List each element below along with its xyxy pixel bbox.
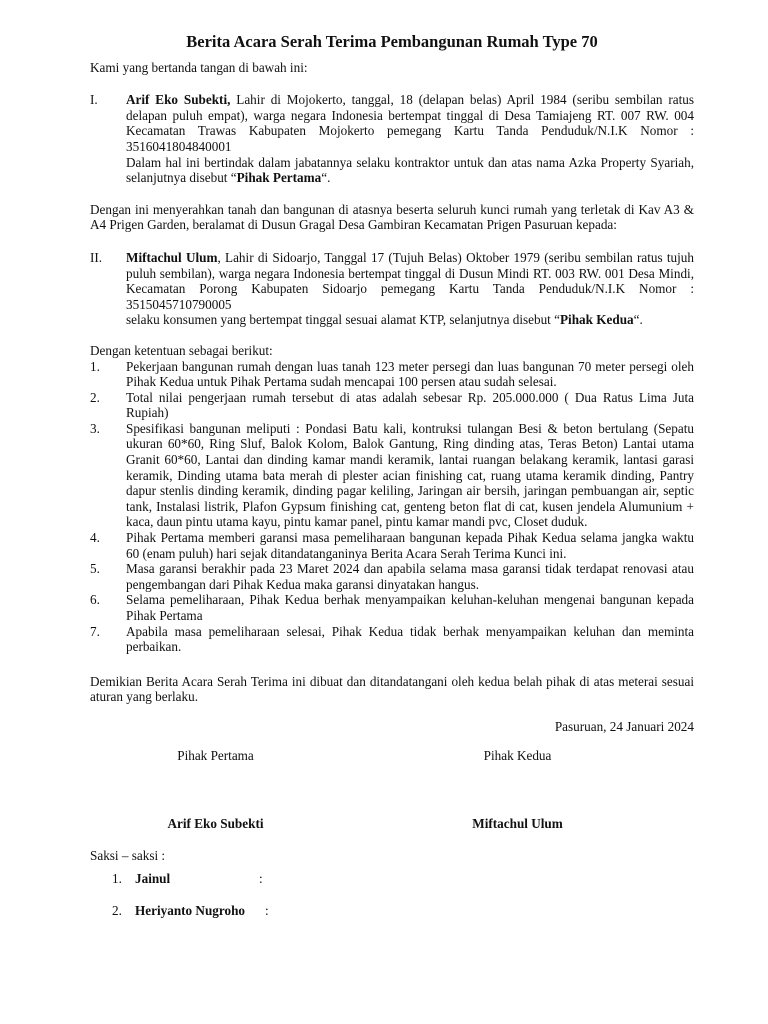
closing-text: Demikian Berita Acara Serah Terima ini dibuat dan ditandatangani oleh kedua belah pihak di atas meterai sesuai aturan yang berlaku. (90, 673, 694, 705)
witness-number: 2. (112, 902, 122, 918)
witness-item (112, 903, 694, 919)
witnesses-label: Saksi – saksi : (90, 847, 166, 863)
party-second (90, 250, 694, 328)
term-item (90, 390, 694, 421)
party-body (126, 92, 694, 186)
term-text: Total nilai pengerjaan rumah tersebut di atas adalah sebesar Rp. 205.000.000 ( Dua Ratus Lima Juta Rupiah) (126, 389, 694, 421)
term-item (90, 359, 694, 390)
term-item (90, 561, 694, 592)
witness-name: Jainul (135, 871, 171, 887)
term-text: Masa garansi berakhir pada 23 Maret 2024 dan apabila selama masa garansi tidak terdapat renovasi atau pengembangan dari Pihak Kedua maka garansi dinyatakan hangus. (126, 561, 694, 592)
term-item (90, 421, 694, 530)
signature-names (90, 816, 694, 832)
handover-text: Dengan ini menyerahkan tanah dan bangunan di atasnya beserta seluruh kunci rumah yang terletak di Kav A3 & A4 Prigen Garden, beralamat di Dusun Gragal Desa Gambiran Kecamatan Prigen Pasuruan kepada: (90, 201, 694, 233)
party-first (90, 92, 694, 186)
witness-item (112, 871, 694, 887)
signature-labels (90, 748, 694, 764)
term-item (90, 530, 694, 561)
party-role-prefix: Dalam hal ini bertindak dalam jabatannya selaku kontraktor untuk dan atas nama Azka Property Syariah, selanjutnya disebut “ (126, 154, 694, 186)
term-number: 7. (90, 623, 100, 639)
witness-colon: : (259, 871, 263, 887)
term-number: 5. (90, 561, 100, 577)
party-number: I. (90, 92, 98, 108)
term-text: Pekerjaan bangunan rumah dengan luas tanah 123 meter persegi dan luas bangunan 70 meter persegi oleh Pihak Kedua untuk Pihak Pertama sudah mencapai 100 persen atau sudah selesai. (126, 358, 694, 390)
term-item (90, 592, 694, 623)
signature-name-left: Arif Eko Subekti (167, 816, 264, 832)
witness-colon: : (265, 902, 269, 918)
signature-label-left: Pihak Pertama (177, 747, 254, 763)
term-text: Apabila masa pemeliharaan selesai, Pihak Kedua tidak berhak menyampaikan keluhan dan meminta perbaikan. (126, 623, 694, 655)
term-text: Selama pemeliharaan, Pihak Kedua berhak menyampaikan keluhan-keluhan mengenai bangunan kepada Pihak Pertama (126, 592, 694, 623)
term-number: 3. (90, 420, 100, 436)
party-role-suffix: “. (633, 312, 643, 328)
terms-intro: Dengan ketentuan sebagai berikut: (90, 342, 273, 358)
party-details: Lahir di Mojokerto, tanggal, 18 (delapan belas) April 1984 (seribu sembilan ratus delapan puluh empat), warga negara Indonesia bertempat tinggal di Desa Tamiajeng RT. 007 RW. 004 Kecamatan Trawas Kabupaten Mojokerto pemegang Kartu Tanda Penduduk/N.I.K Nomor : 3516041804840001 (126, 92, 694, 154)
party-number: II. (90, 249, 103, 265)
party-name: Arif Eko Subekti, (126, 92, 231, 108)
term-item (90, 624, 694, 655)
term-text: Pihak Pertama memberi garansi masa pemeliharaan bangunan kepada Pihak Kedua selama jangka waktu 60 (enam puluh) hari sejak ditandatanganinya Berita Acara Serah Terima Kunci ini. (126, 530, 694, 561)
party-role-suffix: “. (321, 170, 331, 186)
party-role-name: Pihak Kedua (559, 312, 634, 328)
document-title: Berita Acara Serah Terima Pembangunan Rumah Type 70 (186, 32, 598, 51)
witness-number: 1. (112, 871, 122, 887)
term-number: 1. (90, 358, 100, 374)
party-role-prefix: selaku konsumen yang bertempat tinggal sesuai alamat KTP, selanjutnya disebut “ (126, 312, 560, 328)
place-date: Pasuruan, 24 Januari 2024 (554, 718, 694, 734)
party-role-name: Pihak Pertama (236, 170, 322, 186)
term-number: 4. (90, 530, 100, 546)
party-body (126, 250, 694, 328)
signature-label-right: Pihak Kedua (483, 747, 552, 763)
term-text: Spesifikasi bangunan meliputi : Pondasi Batu kali, kontruksi tulangan Besi & beton bertulang (Sepatu ukuran 60*60, Ring Sluf, Balok Kolom, Balok Gantung, Ring dinding atas, Teras Beton) Lantai utama Granit 60*60, Lantai dan dinding kamar mandi keramik, lantai ruangan belakang keramik, lantasi garasi keramik, Dinding utama bata merah di plester acian finishing cat, ruang utama keramik dinding, Pantry dapur stenlis dinding keramik, dinding pagar keliling, Jaringan air bersih, jaringan pembuangan air, septic tank, Instalasi listrik, Plafon Gypsum finishing cat, genteng beton flat di cat, kusen jendela Alumunium + kaca, daun pintu utama kayu, pintu kamar panel, pintu kamar mandi pvc, Closet duduk. (126, 420, 694, 530)
terms-list (90, 359, 694, 655)
term-number: 2. (90, 389, 100, 405)
party-name: Miftachul Ulum (126, 249, 218, 265)
term-number: 6. (90, 592, 100, 608)
signature-name-right: Miftachul Ulum (472, 816, 563, 832)
document-page (90, 34, 694, 919)
intro-text: Kami yang bertanda tangan di bawah ini: (90, 59, 308, 75)
party-details: , Lahir di Sidoarjo, Tanggal 17 (Tujuh Belas) Oktober 1979 (seribu sembilan ratus tujuh puluh sembilan), warga negara Indonesia bertempat tinggal di Dusun Mindi RT. 003 RW. 001 Desa Mindi, Kecamatan Porong Kabupaten Sidoarjo pemegang Kartu Tanda Penduduk/N.I.K Nomor : 3515045710790005 (126, 249, 694, 312)
witness-name: Heriyanto Nugroho (135, 902, 246, 918)
